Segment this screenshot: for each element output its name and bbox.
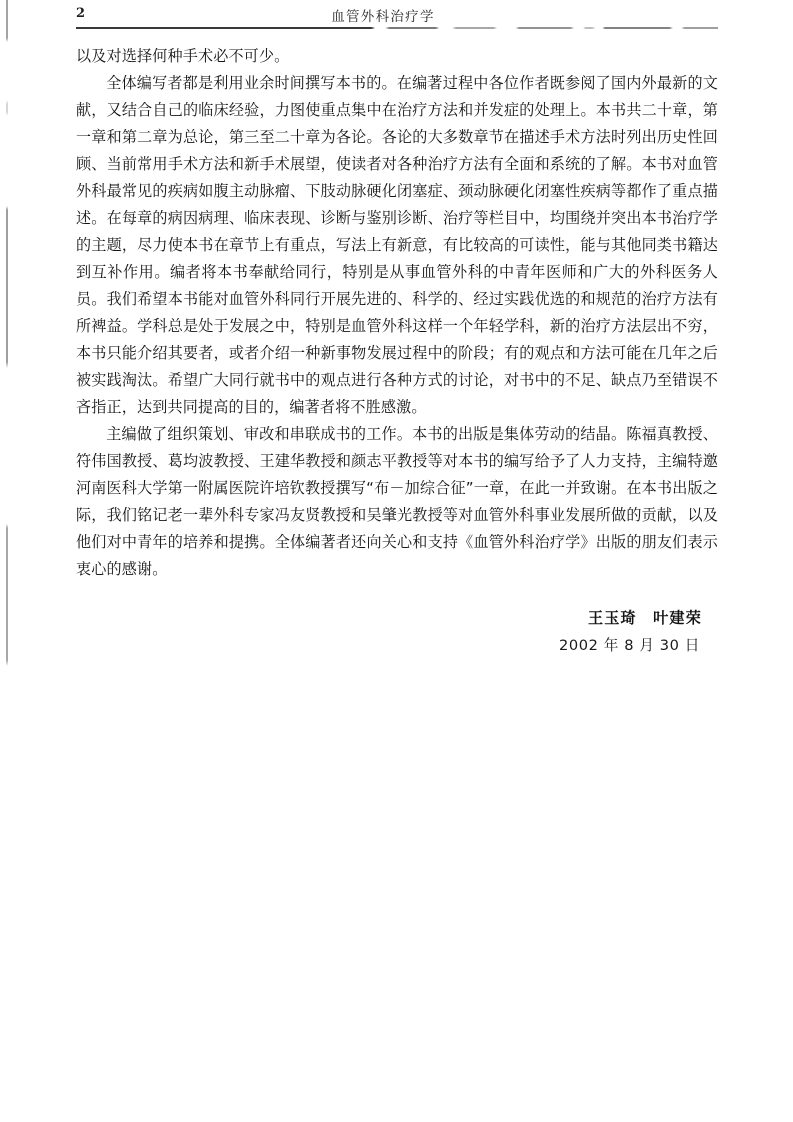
paragraph: 全体编写者都是利用业余时间撰写本书的。在编著过程中各位作者既参阅了国内外最新的文献，又结合自己的临床经验，力图使重点集中在治疗方法和并发症的处理上。本书共二十章，第一章和第二章为总论，第三至二十章为各论。各论的大多数章节在描述手术方法时列出历史性回顾、当前常用手术方法和新手术展望，使读者对各种治疗方法有全面和系统的了解。本书对血管外科最常见的疾病如腹主动脉瘤、下肢动脉硬化闭塞症、颈动脉硬化闭塞性疾病等都作了重点描述。在每章的病因病理、临床表现、诊断与鉴别诊断、治疗等栏目中，均围绕并突出本书治疗学的主题，尽力使本书在章节上有重点，写法上有新意，有比较高的可读性，能与其他同类书籍达到互补作用。编者将本书奉献给同行，特别是从事血管外科的中青年医师和广大的外科医务人员。我们希望本书能对血管外科同行开展先进的、科学的、经过实践优选的和规范的治疗方法有所裨益。学科总是处于发展之中，特别是血管外科这样一个年轻学科，新的治疗方法层出不穷，本书只能介绍其要者，或者介绍一种新事物发展过程中的阶段；有的观点和方法可能在几年之后被实践淘汰。希望广大同行就书中的观点进行各种方式的讨论，对书中的不足、缺点乃至错误不吝指正，达到共同提高的目的，编著者将不胜感激。 [76, 74, 718, 416]
running-head [76, 0, 718, 34]
paragraph: 以及对选择何种手术必不可少。 [76, 47, 290, 65]
header-rule [76, 27, 718, 29]
signature-block [76, 605, 718, 659]
body-text [76, 43, 718, 583]
paragraph: 主编做了组织策划、审改和串联成书的工作。本书的出版是集体劳动的结晶。陈福真教授、符伟国教授、葛均波教授、王建华教授和颜志平教授等对本书的编写给予了人力支持，主编特邀河南医科大学第一附属医院许培钦教授撰写“布－加综合征”一章，在此一并致谢。在本书出版之际，我们铭记老一辈外科专家冯友贤教授和吴肇光教授等对血管外科事业发展所做的贡献，以及他们对中青年的培养和提携。全体编著者还向关心和支持《血管外科治疗学》出版的朋友们表示衷心的感谢。 [76, 425, 718, 578]
page-number: 2 [76, 6, 86, 21]
page-content [76, 0, 718, 659]
scan-artifact-left-edge [6, 0, 8, 1122]
signature-names: 王玉琦 叶建荣 [587, 609, 702, 627]
running-title: 血管外科治疗学 [331, 9, 435, 25]
signature-date: 2002 年 8 月 30 日 [559, 637, 700, 654]
